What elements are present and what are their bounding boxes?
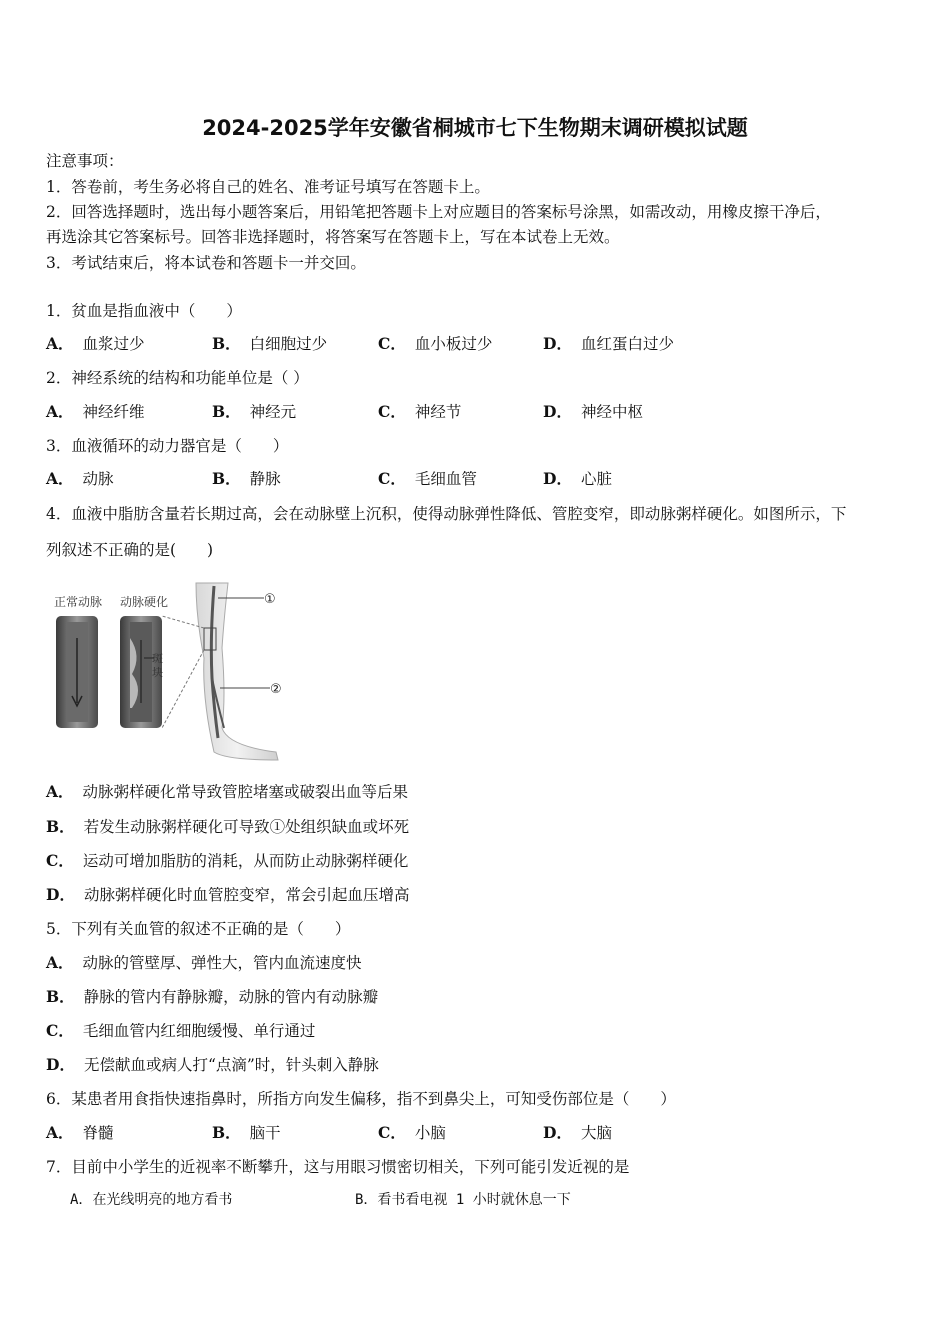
option-a[interactable]: A． 神经纤维 [46,402,145,421]
option-a[interactable]: A． 动脉的管壁厚、弹性大，管内血流速度快 [46,953,362,972]
marker-2: ② [270,682,282,697]
question-stem: 2．神经系统的结构和功能单位是（ ） [46,369,309,387]
option-d[interactable]: D． 大脑 [543,1123,612,1142]
option-d[interactable]: D． 神经中枢 [543,402,643,421]
option-b[interactable]: B．看书看电视 1 小时就休息一下 [355,1192,571,1208]
option-d[interactable]: D． 无偿献血或病人打“点滴”时，针头刺入静脉 [46,1055,379,1074]
notice-item: 再选涂其它答案标号。回答非选择题时，将答案写在答题卡上，写在本试卷上无效。 [46,228,620,246]
notice-item: 1．答卷前，考生务必将自己的姓名、准考证号填写在答题卡上。 [46,178,490,196]
option-d[interactable]: D． 血红蛋白过少 [543,334,674,353]
option-b[interactable]: B． 脑干 [212,1123,281,1142]
question-stem: 7．目前中小学生的近视率不断攀升，这与用眼习惯密切相关，下列可能引发近视的是 [46,1158,630,1176]
notice-heading: 注意事项： [46,152,124,170]
option-b[interactable]: B． 静脉 [212,469,281,488]
notice-item: 3．考试结束后，将本试卷和答题卡一并交回。 [46,254,366,272]
option-a[interactable]: A． 血浆过少 [46,334,145,353]
option-a[interactable]: A． 动脉粥样硬化常导致管腔堵塞或破裂出血等后果 [46,782,409,801]
artery-illustration [46,578,296,768]
option-a[interactable]: A． 脊髓 [46,1123,114,1142]
option-c[interactable]: C． 毛细血管 [378,469,477,488]
option-d[interactable]: D． 动脉粥样硬化时血管腔变窄，常会引起血压增高 [46,885,410,904]
option-c[interactable]: C． 神经节 [378,402,462,421]
label-plaque: 块 [152,666,163,679]
label-normal-artery: 正常动脉 [54,595,103,609]
leg-illustration [196,583,278,760]
option-c[interactable]: C． 小脑 [378,1123,446,1142]
option-c[interactable]: C． 毛细血管内红细胞缓慢、单行通过 [46,1021,316,1040]
option-a[interactable]: A． 动脉 [46,469,114,488]
option-c[interactable]: C． 血小板过少 [378,334,493,353]
notice-item: 2．回答选择题时，选出每小题答案后，用铅笔把答题卡上对应题目的答案标号涂黑，如需改动，用橡皮擦干净后， [46,203,831,221]
question-stem: 5．下列有关血管的叙述不正确的是（ ） [46,920,351,938]
zoom-line [162,650,204,728]
option-b[interactable]: B． 若发生动脉粥样硬化可导致①处组织缺血或坏死 [46,817,410,836]
option-d[interactable]: D． 心脏 [543,469,612,488]
question-stem: 6．某患者用食指快速指鼻时，所指方向发生偏移，指不到鼻尖上，可知受伤部位是（ ） [46,1090,676,1108]
marker-1: ① [264,592,276,607]
question-stem: 4．血液中脂肪含量若长期过高，会在动脉壁上沉积，使得动脉弹性降低、管腔变窄，即动脉粥样硬化。如图所示，下 [46,505,847,523]
artery-figure [46,578,296,768]
option-b[interactable]: B． 白细胞过少 [212,334,328,353]
option-a[interactable]: A．在光线明亮的地方看书 [70,1192,233,1208]
option-c[interactable]: C． 运动可增加脂肪的消耗，从而防止动脉粥样硬化 [46,851,409,870]
label-hardened-artery: 动脉硬化 [120,595,169,609]
option-b[interactable]: B． 静脉的管内有静脉瓣，动脉的管内有动脉瓣 [46,987,379,1006]
label-plaque: 斑 [152,652,163,665]
question-stem-continued: 列叙述不正确的是( ) [46,541,214,559]
page-title: 2024-2025学年安徽省桐城市七下生物期末调研模拟试题 [202,116,748,140]
question-stem: 3．血液循环的动力器官是（ ） [46,437,289,455]
option-b[interactable]: B． 神经元 [212,402,297,421]
question-stem: 1．贫血是指血液中（ ） [46,302,242,320]
